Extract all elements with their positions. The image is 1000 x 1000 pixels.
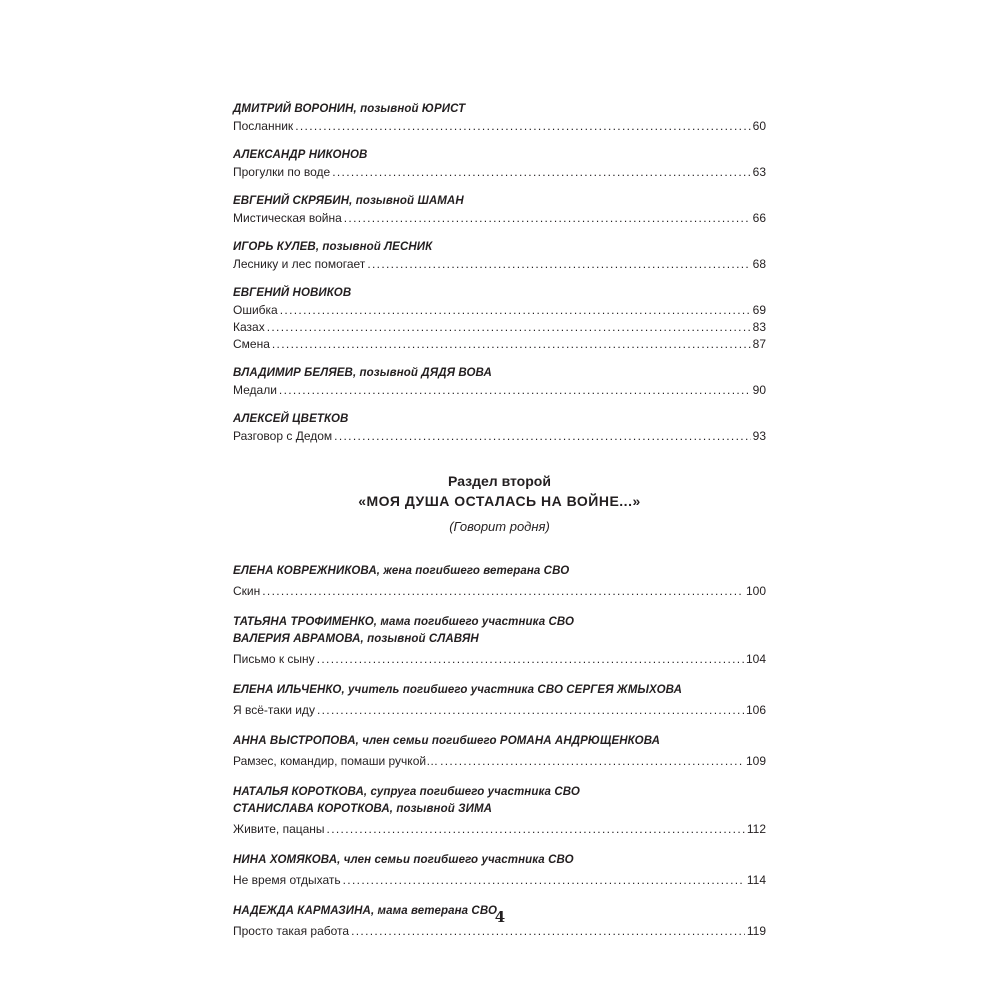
toc-row[interactable] — [233, 256, 766, 273]
page-number: 4 — [494, 908, 506, 926]
toc-entry-group — [233, 147, 766, 181]
toc-entry-group — [233, 411, 766, 445]
toc-entry-group — [233, 682, 766, 719]
toc-row[interactable] — [233, 428, 766, 445]
toc-item-page: 90 — [752, 383, 766, 397]
toc-row[interactable] — [233, 382, 766, 399]
toc-author: СТАНИСЛАВА КОРОТКОВА, позывной ЗИМА — [233, 803, 493, 815]
toc-item-title: Посланник — [233, 119, 294, 133]
dot-leader — [317, 702, 744, 719]
toc-item-page: 69 — [752, 303, 766, 317]
toc-entry-group — [233, 101, 766, 135]
toc-item-page: 83 — [752, 320, 766, 334]
toc-author: ЕВГЕНИЙ СКРЯБИН, позывной ШАМАН — [233, 195, 464, 207]
toc-row[interactable] — [233, 651, 766, 668]
toc-entry-group — [233, 365, 766, 399]
toc-item-page: 119 — [746, 924, 766, 938]
dot-leader — [262, 583, 744, 600]
toc-item-page: 100 — [745, 584, 766, 598]
toc-author: АЛЕКСЕЙ ЦВЕТКОВ — [233, 413, 349, 425]
dot-leader — [295, 118, 750, 135]
toc-item-page: 66 — [752, 211, 766, 225]
toc-item-page: 68 — [752, 257, 766, 271]
toc-entry-group — [233, 852, 766, 889]
toc-item-page: 109 — [745, 754, 766, 768]
dot-leader — [367, 256, 750, 273]
toc-row[interactable] — [233, 210, 766, 227]
toc-row[interactable] — [233, 164, 766, 181]
dot-leader — [267, 319, 751, 336]
toc-author: АННА ВЫСТРОПОВА, член семьи погибшего РОМАНА АНДРЮЩЕНКОВА — [233, 735, 661, 747]
toc-author: ВАЛЕРИЯ АВРАМОВА, позывной СЛАВЯН — [233, 633, 479, 645]
toc-entry-group — [233, 614, 766, 668]
dot-leader — [279, 382, 751, 399]
dot-leader — [332, 164, 750, 181]
dot-leader — [317, 651, 744, 668]
toc-entry-group — [233, 784, 766, 838]
toc-row[interactable] — [233, 336, 766, 353]
toc-author: НАТАЛЬЯ КОРОТКОВА, супруга погибшего участника СВО — [233, 786, 580, 798]
toc-item-title: Я всё-таки иду — [233, 703, 315, 717]
dot-leader — [280, 302, 751, 319]
toc-item-title: Медали — [233, 383, 277, 397]
toc-entry-group — [233, 563, 766, 600]
toc-item-title: Живите, пацаны — [233, 822, 325, 836]
toc-item-title: Ошибка — [233, 303, 278, 317]
toc-row[interactable] — [233, 821, 766, 838]
toc-item-title: Леснику и лес помогает — [233, 257, 366, 271]
dot-leader — [272, 336, 751, 353]
toc-item-title: Мистическая война — [233, 211, 342, 225]
toc-author: ВЛАДИМИР БЕЛЯЕВ, позывной ДЯДЯ ВОВА — [233, 367, 492, 379]
toc-item-page: 63 — [752, 165, 766, 179]
toc-row[interactable] — [233, 583, 766, 600]
toc-item-title: Не время отдыхать — [233, 873, 341, 887]
toc-author: ЕЛЕНА КОВРЕЖНИКОВА, жена погибшего ветерана СВО — [233, 565, 570, 577]
toc-item-page: 104 — [745, 652, 766, 666]
toc-row[interactable] — [233, 319, 766, 336]
toc-item-title: Письмо к сыну — [233, 652, 315, 666]
toc-author: АЛЕКСАНДР НИКОНОВ — [233, 149, 368, 161]
toc-item-title: Смена — [233, 337, 270, 351]
toc-author: НАДЕЖДА КАРМАЗИНА, мама ветерана СВО — [233, 905, 497, 917]
toc-author: НИНА ХОМЯКОВА, член семьи погибшего участника СВО — [233, 854, 574, 866]
toc-item-title: Скин — [233, 584, 261, 598]
dot-leader — [440, 753, 744, 770]
toc-item-page: 87 — [752, 337, 766, 351]
toc-item-title: Просто такая работа — [233, 924, 350, 938]
toc-part-one — [233, 101, 766, 445]
toc-row[interactable] — [233, 302, 766, 319]
section-subtitle: (Говорит родня) — [449, 519, 550, 534]
toc-author: ЕЛЕНА ИЛЬЧЕНКО, учитель погибшего участника СВО СЕРГЕЯ ЖМЫХОВА — [233, 684, 683, 696]
toc-author: ТАТЬЯНА ТРОФИМЕНКО, мама погибшего участника СВО — [233, 616, 575, 628]
section-label: Раздел второй — [448, 473, 551, 489]
toc-item-page: 114 — [746, 873, 766, 887]
dot-leader — [344, 210, 751, 227]
toc-item-title: Казах — [233, 320, 265, 334]
toc-item-page: 93 — [752, 429, 766, 443]
toc-row[interactable] — [233, 753, 766, 770]
section-heading — [233, 471, 766, 537]
toc-row[interactable] — [233, 872, 766, 889]
toc-entry-group — [233, 239, 766, 273]
table-of-contents — [233, 101, 766, 940]
toc-item-title: Прогулки по воде — [233, 165, 331, 179]
toc-author: ИГОРЬ КУЛЕВ, позывной ЛЕСНИК — [233, 241, 433, 253]
toc-item-page: 112 — [746, 822, 766, 836]
toc-row[interactable] — [233, 702, 766, 719]
toc-item-page: 60 — [752, 119, 766, 133]
toc-item-page: 106 — [745, 703, 766, 717]
section-title: «МОЯ ДУША ОСТАЛАСЬ НА ВОЙНЕ...» — [358, 493, 641, 509]
toc-part-two — [233, 563, 766, 940]
toc-author: ЕВГЕНИЙ НОВИКОВ — [233, 287, 352, 299]
dot-leader — [327, 821, 745, 838]
toc-entry-group — [233, 193, 766, 227]
toc-row[interactable] — [233, 118, 766, 135]
toc-item-title: Разговор с Дедом — [233, 429, 333, 443]
toc-entry-group — [233, 285, 766, 353]
toc-entry-group — [233, 733, 766, 770]
toc-author: ДМИТРИЙ ВОРОНИН, позывной ЮРИСТ — [233, 103, 466, 115]
toc-item-title: Рамзес, командир, помаши ручкой… — [233, 754, 439, 768]
dot-leader — [343, 872, 745, 889]
dot-leader — [334, 428, 750, 445]
